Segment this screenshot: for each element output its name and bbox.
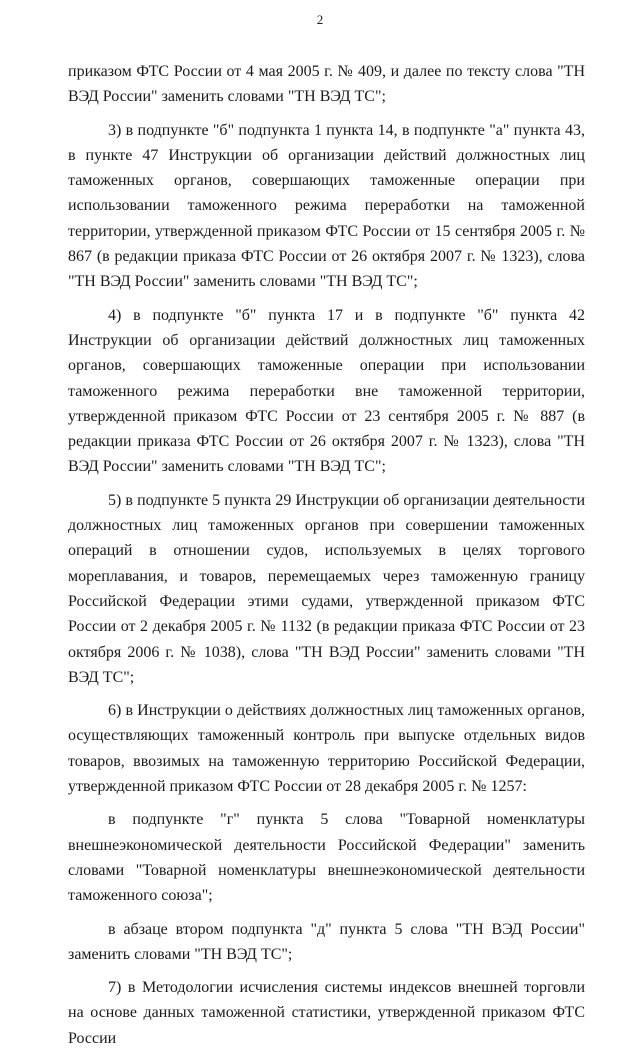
paragraph-item-6: 6) в Инструкции о действиях должностных лиц таможенных органов, осуществляющих таможенный контроль при выпуске отдельных видов товаров, ввозимых на таможенную территорию Российской Федерации, утвержденной приказом ФТС России от 28 декабря 2005 г. № 1257: — [68, 702, 585, 796]
page-number: 2 — [316, 12, 324, 27]
paragraph-item-3: 3) в подпункте "б" подпункта 1 пункта 14, в подпункте "а" пункта 43, в пункте 47 Инструкции об организации действий должностных лиц таможенных органов, совершающих таможенные операции при использовании таможенного режима переработки на таможенной территории, утвержденной приказом ФТС России от 15 сентября 2005 г. № 867 (в редакции приказа ФТС России от 26 октября 2007 г. № 1323), слова "ТН ВЭД России" заменить словами "ТН ВЭД ТС"; — [68, 121, 585, 291]
paragraph-item-4: 4) в подпункте "б" пункта 17 и в подпункте "б" пункта 42 Инструкции об организации действий должностных лиц таможенных органов, совершающих таможенные операции при использовании таможенного режима переработки вне таможенной территории, утвержденной приказом ФТС России от 23 сентября 2005 г. № 887 (в редакции приказа ФТС России от 26 октября 2007 г. № 1323), слова "ТН ВЭД России" заменить словами "ТН ВЭД ТС"; — [68, 306, 585, 476]
paragraph-item-6-subpoint-d: в абзаце втором подпункта "д" пункта 5 слова "ТН ВЭД России" заменить словами "ТН ВЭД ТС"; — [68, 920, 585, 963]
paragraph-item-6-subpoint-g: в подпункте "г" пункта 5 слова "Товарной номенклатуры внешнеэкономической деятельности Российской Федерации" заменить словами "Товарной номенклатуры внешнеэкономической деятельности таможенного союза"; — [68, 811, 585, 905]
document-body — [68, 59, 585, 1059]
paragraph-item-5: 5) в подпункте 5 пункта 29 Инструкции об организации деятельности должностных лиц таможенных органов при совершении таможенных операций в отношении судов, используемых в целях торгового мореплавания, и товаров, перемещаемых через таможенную границу Российской Федерации этими судами, утвержденной приказом ФТС России от 2 декабря 2005 г. № 1132 (в редакции приказа ФТС России от 23 октября 2006 г. № 1038), слова "ТН ВЭД России" заменить словами "ТН ВЭД ТС"; — [68, 491, 585, 686]
paragraph-item-7: 7) в Методологии исчисления системы индексов внешней торговли на основе данных таможенной статистики, утвержденной приказом ФТС России — [68, 979, 585, 1047]
paragraph-continuation: приказом ФТС России от 4 мая 2005 г. № 409, и далее по тексту слова "ТН ВЭД России" заменить словами "ТН ВЭД ТС"; — [68, 63, 585, 106]
